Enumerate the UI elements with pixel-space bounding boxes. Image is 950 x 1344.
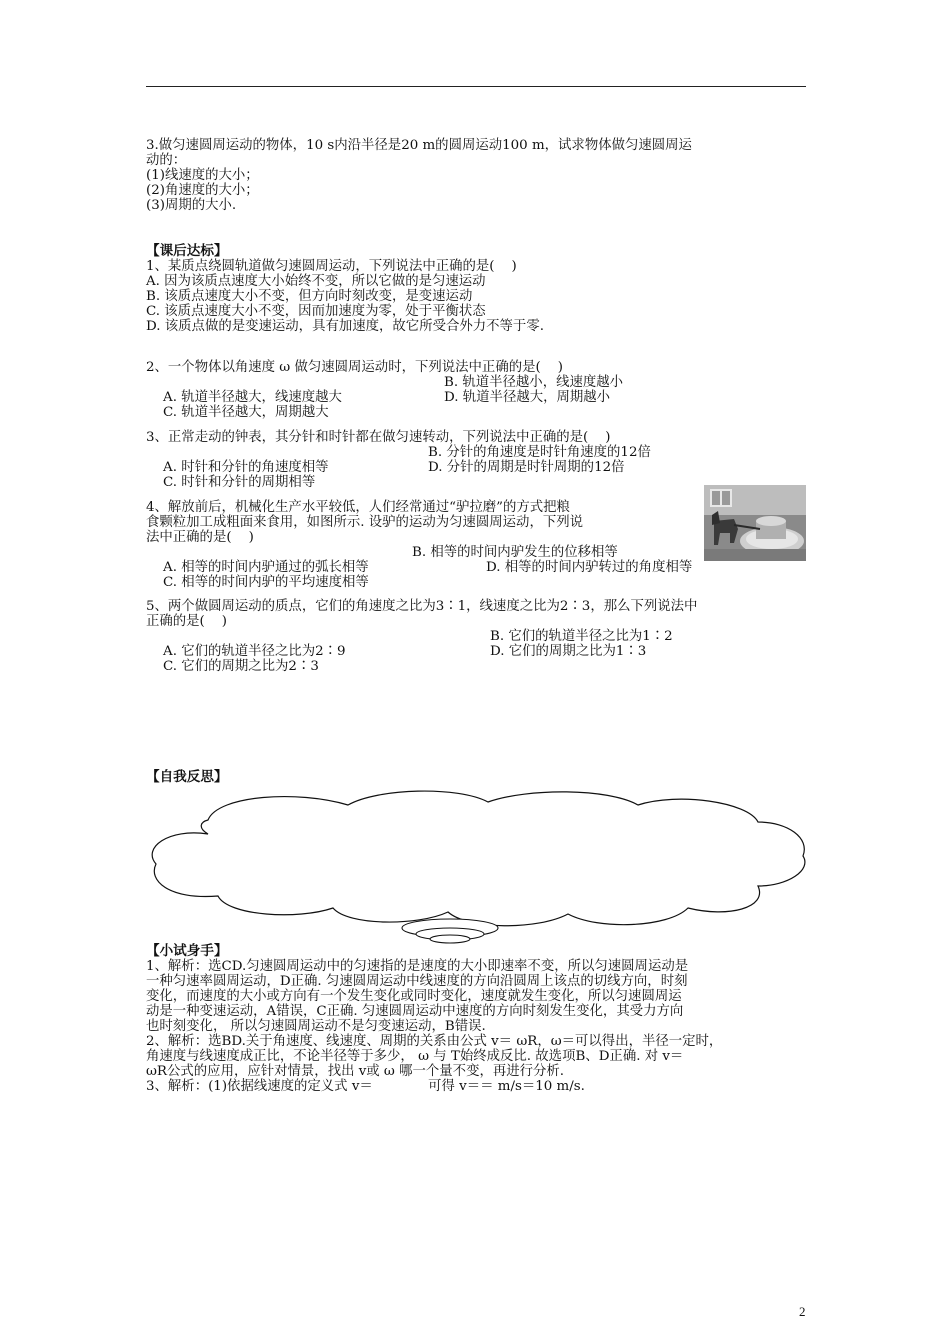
question-stem: 1、某质点绕圆轨道做匀速圆周运动，下列说法中正确的是( ) <box>146 259 517 274</box>
reflection-section <box>146 770 810 785</box>
option-row <box>146 460 810 490</box>
option: D. 轨道半径越大，周期越小 <box>444 390 611 405</box>
option-row <box>146 644 810 674</box>
option: D. 该质点做的是变速运动，具有加速度，故它所受合外力不等于零. <box>146 319 544 334</box>
answer-line: 变化，而速度的大小或方向有一个发生变化或同时变化，速度就发生变化，所以匀速圆周运 <box>146 989 682 1004</box>
answer-line: 动是一种变速运动，A错误，C正确. 匀速圆周运动中速度的方向时刻发生变化，其受力方向 <box>146 1004 684 1019</box>
option: A. 时针和分针的角速度相等 <box>163 460 329 475</box>
section-heading: 【课后达标】 <box>146 243 228 259</box>
q3-line: (2)角速度的大小； <box>146 183 259 198</box>
option: C. 它们的周期之比为2∶3 <box>163 659 319 674</box>
page-number: 2 <box>799 1304 806 1319</box>
option: C. 时针和分针的周期相等 <box>163 475 316 490</box>
question-stem: 4、解放前后，机械化生产水平较低，人们经常通过“驴拉磨”的方式把粮 <box>146 500 570 515</box>
after-class-q3 <box>146 430 810 490</box>
option: B. 它们的轨道半径之比为1∶2 <box>490 629 673 644</box>
answer-line: ωR公式的应用，应针对情景，找出 v或 ω 哪一个量不变，再进行分析. <box>146 1064 565 1079</box>
option: B. 该质点速度大小不变，但方向时刻改变，是变速运动 <box>146 289 473 304</box>
after-class-section <box>146 244 810 334</box>
q3-line: (1)线速度的大小； <box>146 168 259 183</box>
option: C. 该质点速度大小不变，因而加速度为零，处于平衡状态 <box>146 304 486 319</box>
header-rule <box>146 86 806 87</box>
question-stem: 5、两个做圆周运动的质点，它们的角速度之比为3∶1，线速度之比为2∶3，那么下列说法中 <box>146 599 698 614</box>
donkey-millstone-photo <box>704 485 806 561</box>
option: B. 轨道半径越小，线速度越小 <box>444 375 624 390</box>
after-class-q2 <box>146 360 810 420</box>
answer-line: 2、解析：选BD.关于角速度、线速度、周期的关系由公式 v＝ ωR，ω＝可以得出，半径一定时， <box>146 1034 723 1049</box>
question-stem: 2、一个物体以角速度 ω 做匀速圆周运动时，下列说法中正确的是( ) <box>146 360 563 375</box>
option: C. 相等的时间内驴的平均速度相等 <box>163 575 369 590</box>
option: C. 轨道半径越大，周期越大 <box>163 405 329 420</box>
try-it-section <box>146 944 810 1094</box>
option: D. 分针的周期是时针周期的12倍 <box>428 460 625 475</box>
answer-line: 1、解析：选CD.匀速圆周运动中的匀速指的是速度的大小即速率不变，所以匀速圆周运动是 <box>146 959 689 974</box>
question-stem: 正确的是( ) <box>146 614 228 629</box>
question-stem: 3、正常走动的钟表，其分针和时针都在做匀速转动，下列说法中正确的是( ) <box>146 430 611 445</box>
q3-block <box>146 138 810 213</box>
option-row <box>146 390 810 420</box>
question-stem: 法中正确的是( ) <box>146 530 254 545</box>
section-heading: 【小试身手】 <box>146 943 228 959</box>
option: A. 它们的轨道半径之比为2∶9 <box>163 644 346 659</box>
option: A. 因为该质点速度大小始终不变，所以它做的是匀速运动 <box>146 274 486 289</box>
answer-line: 一种匀速率圆周运动，D正确. 匀速圆周运动中线速度的方向沿圆周上该点的切线方向，时刻 <box>146 974 688 989</box>
option: D. 相等的时间内驴转过的角度相等 <box>486 560 693 575</box>
option: D. 它们的周期之比为1∶3 <box>490 644 647 659</box>
thought-cloud[interactable] <box>148 790 808 950</box>
q3-line: 动的： <box>146 153 187 168</box>
answer-line: 也时刻变化， 所以匀速圆周运动不是匀变速运动，B错误. <box>146 1019 486 1034</box>
option: B. 分针的角速度是时针角速度的12倍 <box>428 445 651 460</box>
option: B. 相等的时间内驴发生的位移相等 <box>412 545 618 560</box>
option: A. 轨道半径越大，线速度越大 <box>163 390 342 405</box>
option-row <box>146 560 810 590</box>
answer-line: 3、解析：(1)依据线速度的定义式 v＝ 可得 v＝＝ m/s＝10 m/s. <box>146 1079 585 1094</box>
option: A. 相等的时间内驴通过的弧长相等 <box>163 560 369 575</box>
q3-line: (3)周期的大小. <box>146 198 237 213</box>
q3-line: 3.做匀速圆周运动的物体，10 s内沿半径是20 m的圆周运动100 m，试求物体做匀速圆周运 <box>146 138 692 153</box>
answer-line: 角速度与线速度成正比，不论半径等于多少， ω 与 T始终成反比. 故选项B、D正确. 对 v＝ <box>146 1049 684 1064</box>
after-class-q5 <box>146 599 810 674</box>
question-stem: 食颗粒加工成粗面来食用，如图所示. 设驴的运动为匀速圆周运动，下列说 <box>146 515 584 530</box>
section-heading: 【自我反思】 <box>146 769 228 785</box>
